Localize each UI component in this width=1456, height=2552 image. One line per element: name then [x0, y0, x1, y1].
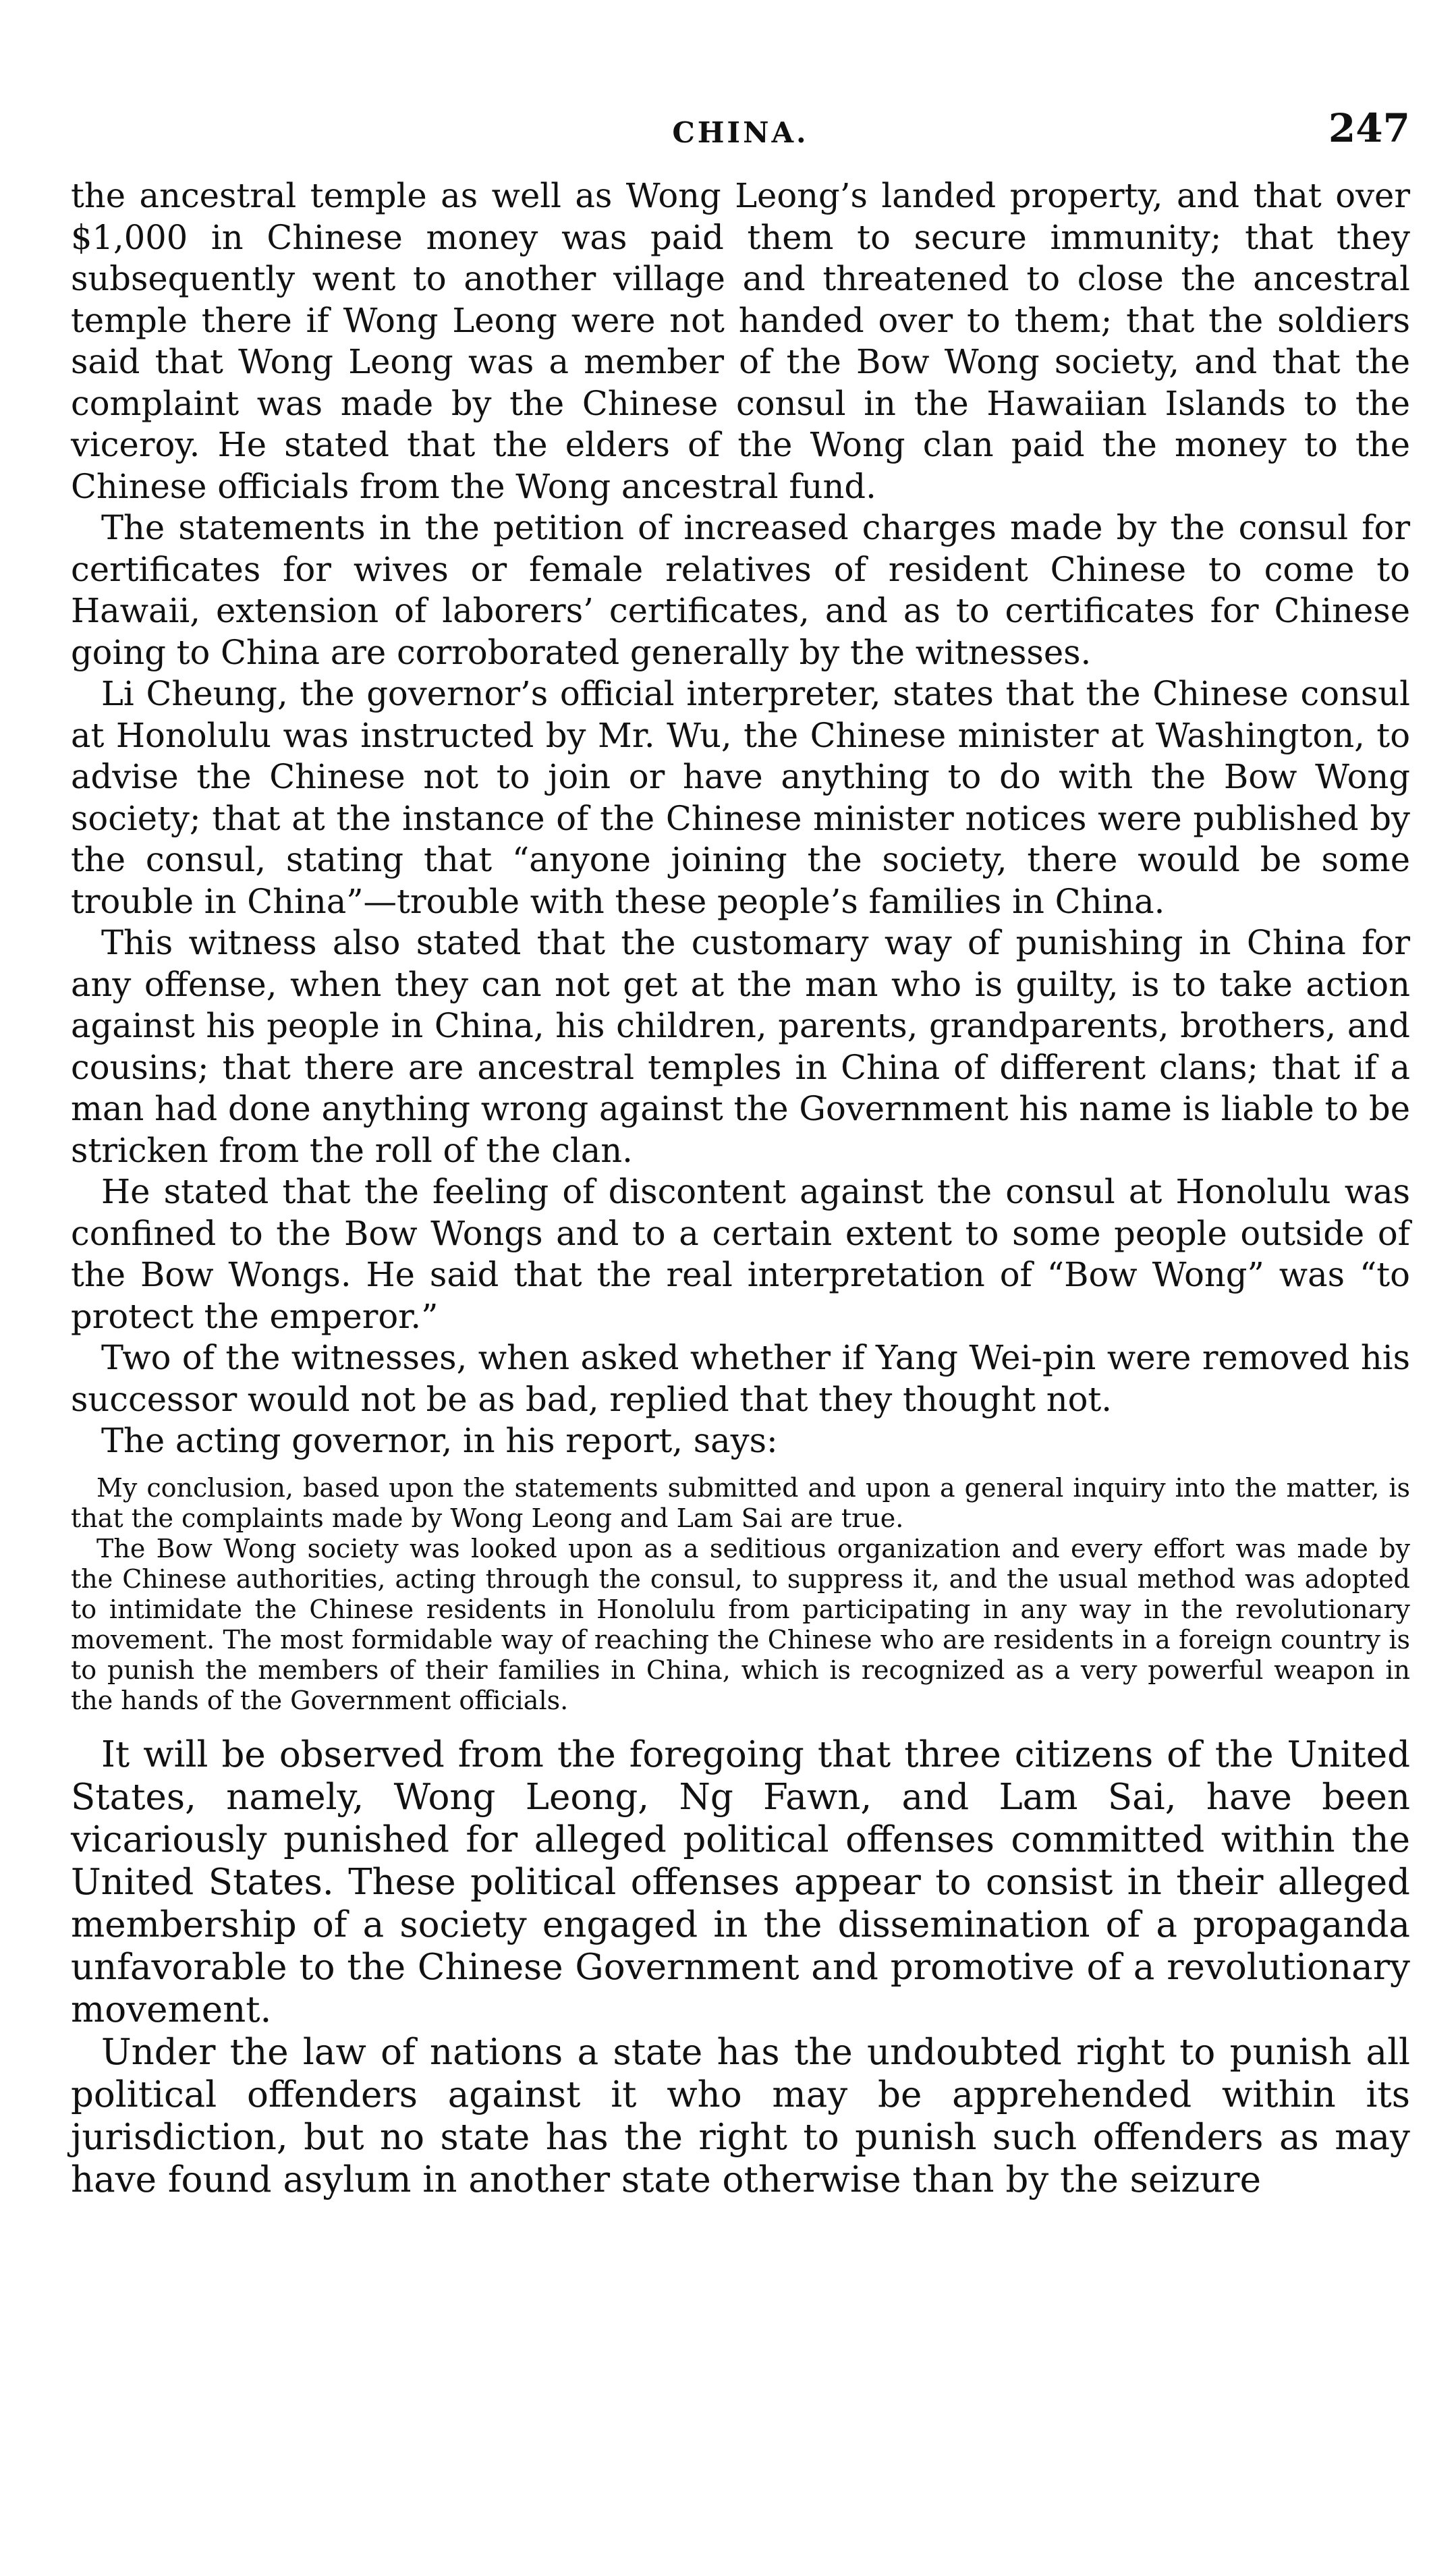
document-page — [71, 101, 1410, 2201]
quote-paragraph: The Bow Wong society was looked upon as a seditious organization and every effort was made by the Chinese authorities, acting through the consul, to suppress it, and the usual method was adopted to intimidate the Chinese residents in Honolulu from participating in any way in the revolutionary movement. The most formidable way of reaching the Chinese who are residents in a foreign country is to punish the members of their families in China, which is recognized as a very powerful weapon in the hands of the Government officials. — [71, 1533, 1410, 1715]
paragraph: He stated that the feeling of discontent against the consul at Honolulu was confined to the Bow Wongs and to a certain extent to some people outside of the Bow Wongs. He said that the real interpretation of “Bow Wong” was “to protect the emperor.” — [71, 1172, 1410, 1336]
paragraph: Under the law of nations a state has the undoubted right to punish all political offenders against it who may be apprehended within its jurisdiction, but no state has the right to punish such offenders as may have found asylum in another state otherwise than by the seizure — [71, 2031, 1410, 2200]
running-title: CHINA. — [672, 116, 809, 149]
block-quote — [71, 1473, 1410, 1716]
closing-text — [71, 1733, 1410, 2201]
paragraph: The acting governor, in his report, says: — [101, 1421, 778, 1460]
body-text — [71, 175, 1410, 1462]
paragraph-continued: the ancestral temple as well as Wong Leong’s landed property, and that over $1,000 in Chinese money was paid them to secure immunity; that they subsequently went to another village and threatened to close the ancestral temple there if Wong Leong were not handed over to them; that the soldiers said that Wong Leong was a member of the Bow Wong society, and that the complaint was made by the Chinese consul in the Hawaiian Islands to the viceroy. He stated that the elders of the Wong clan paid the money to the Chinese officials from the Wong ancestral fund. — [71, 176, 1410, 506]
paragraph: Li Cheung, the governor’s official interpreter, states that the Chinese consul at Honolulu was instructed by Mr. Wu, the Chinese minister at Washington, to advise the Chinese not to join or have anything to do with the Bow Wong society; that at the instance of the Chinese minister notices were published by the consul, stating that “anyone joining the society, there would be some trouble in China”—trouble with these people’s families in China. — [71, 674, 1410, 921]
page-number: 247 — [1328, 105, 1410, 151]
paragraph: The statements in the petition of increased charges made by the consul for certificates for wives or female relatives of resident Chinese to come to Hawaii, extension of laborers’ certificates, and as to certificates for Chinese going to China are corroborated generally by the witnesses. — [71, 508, 1410, 672]
paragraph: Two of the witnesses, when asked whether if Yang Wei-pin were removed his successor would not be as bad, replied that they thought not. — [71, 1338, 1410, 1419]
running-header — [71, 101, 1410, 162]
quote-paragraph: My conclusion, based upon the statements submitted and upon a general inquiry into the matter, is that the complaints made by Wong Leong and Lam Sai are true. — [71, 1472, 1410, 1533]
paragraph: It will be observed from the foregoing that three citizens of the United States, namely, Wong Leong, Ng Fawn, and Lam Sai, have been vicariously punished for alleged political offenses committed within the United States. These political offenses appear to consist in their alleged membership of a society engaged in the dissemination of a propaganda unfavorable to the Chinese Government and promotive of a revolutionary movement. — [71, 1733, 1410, 2030]
paragraph: This witness also stated that the customary way of punishing in China for any offense, when they can not get at the man who is guilty, is to take action against his people in China, his children, parents, grandparents, brothers, and cousins; that there are ancestral temples in China of different clans; that if a man had done anything wrong against the Government his name is liable to be stricken from the roll of the clan. — [71, 923, 1410, 1170]
